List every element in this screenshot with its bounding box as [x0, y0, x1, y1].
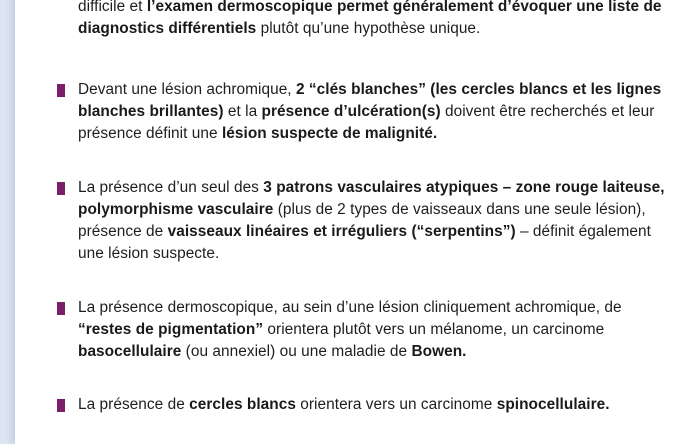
text-segment-bold: Bowen.: [411, 343, 467, 360]
text-segment-bold: lésion suspecte de malignité.: [221, 125, 438, 142]
text-segment-bold: vaisseaux linéaires et irréguliers (“serpentins”): [167, 223, 516, 240]
bullet-item-vascular-patterns: [78, 177, 678, 265]
text-segment: (ou annexiel) ou une maladie de: [181, 343, 412, 360]
bullet-item-white-keys: [78, 79, 678, 145]
text-segment: orientera plutôt vers un mélanome, un carcinome: [263, 321, 605, 338]
bullet-item-white-circles: [78, 394, 678, 416]
text-segment: doivent être recherchés et leur présence définit une: [78, 103, 655, 142]
text-segment: (plus de 2 types de vaisseaux dans une seule lésion), présence de: [78, 201, 646, 240]
text-segment: plutôt qu’une hypothèse unique.: [256, 20, 481, 37]
text-segment: – définit également une lésion suspecte.: [78, 223, 651, 262]
text-segment: La présence d’un seul des: [78, 179, 264, 196]
text-segment: La présence de: [78, 396, 190, 413]
text-segment: difficile et: [78, 0, 147, 15]
paragraph-intro-continued: [78, 0, 678, 40]
text-segment-bold: 3 patrons vasculaires atypiques – zone rouge laiteuse, polymorphisme vasculaire: [78, 179, 665, 218]
text-segment-bold: spinocellulaire.: [496, 396, 610, 413]
text-segment-bold: “restes de pigmentation”: [78, 321, 264, 338]
text-segment-bold: basocellulaire: [78, 343, 182, 360]
bullet-square: [57, 399, 65, 412]
bullet-item-pigmentation: [78, 297, 678, 363]
text-segment-bold: cercles blancs: [189, 396, 296, 413]
text-segment-bold: 2 “clés blanches” (les cercles blancs et les lignes blanches brillantes): [78, 81, 662, 120]
bullet-square: [57, 84, 65, 97]
text-segment: orientera vers un carcinome: [295, 396, 497, 413]
bullet-square: [57, 182, 65, 195]
text-segment: La présence dermoscopique, au sein d’une lésion cliniquement achromique, de: [78, 299, 622, 316]
bullet-square: [57, 302, 65, 315]
text-segment-bold: l’examen dermoscopique permet généralement d’évoquer une liste de diagnostics différentiels: [78, 0, 662, 37]
text-segment-bold: présence d’ulcération(s): [261, 103, 441, 120]
text-segment: Devant une lésion achromique,: [78, 81, 296, 98]
text-segment: et la: [223, 103, 262, 120]
